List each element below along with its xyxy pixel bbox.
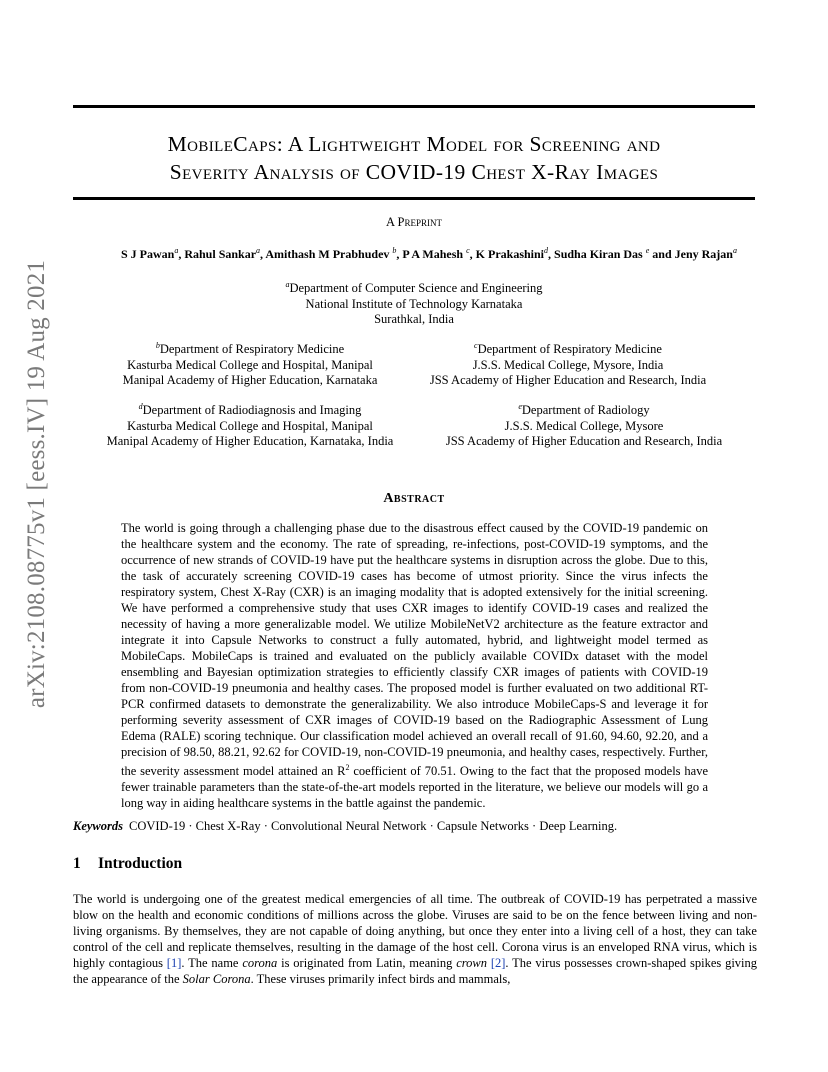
section-number: 1 (73, 855, 81, 872)
title-line-2b: COVID-19 (365, 160, 466, 184)
affiliation-a (0, 277, 828, 328)
title-line-2c: Chest X-Ray Images (465, 160, 659, 184)
intro-text: . The name (181, 956, 243, 970)
author-name: Sudha Kiran Das (554, 247, 646, 261)
affil-line: Manipal Academy of Higher Education, Karnataka (122, 373, 378, 388)
citation-link[interactable]: [ 1 ] (167, 956, 182, 970)
abstract-body (121, 520, 708, 811)
affil-line: Manipal Academy of Higher Education, Karnataka, India (106, 434, 394, 449)
title-rule-top (73, 105, 755, 108)
author-name: S J Pawan (121, 247, 175, 261)
citation-link[interactable]: [ 2 ] (491, 956, 506, 970)
author-separator: , (396, 247, 403, 261)
abstract-heading: Abstract (383, 491, 445, 506)
affil-mark: b (155, 341, 160, 350)
arxiv-stamp: arXiv:2108.08775v1 [eess.IV] 19 Aug 2021 (23, 259, 50, 709)
author-affil-mark: b (392, 246, 397, 255)
abstract-text-continued: coefficient of 70.51. Owing to the fact that the proposed models have fewer trainable parameters than the state-of-the-art models reported in the literature, we believe our models will go a long way in aiding healthcare systems in the battle against the pandemic. (121, 764, 708, 811)
intro-emphasis: crown (456, 956, 487, 970)
keywords-line (73, 819, 763, 834)
title-rule-bottom (73, 197, 755, 200)
author-affil-mark: a (174, 246, 179, 255)
affiliation-d (90, 399, 410, 450)
section-title: Introduction (98, 855, 183, 872)
author-affil-mark: e (645, 246, 650, 255)
affil-line: Department of Radiodiagnosis and Imaging (142, 403, 362, 418)
abstract-superscript: 2 (345, 763, 350, 772)
author-separator: , (548, 247, 555, 261)
title-line-1: MobileCaps: A Lightweight Model for Screening and (167, 132, 661, 156)
affil-line: National Institute of Technology Karnataka (305, 296, 523, 311)
affil-line: Department of Respiratory Medicine (477, 342, 662, 357)
paper-title (60, 130, 768, 186)
author-affil-mark: c (466, 246, 470, 255)
author-separator: , (260, 247, 266, 261)
author-affil-mark: a (732, 246, 737, 255)
affil-line: Department of Computer Science and Engineering (289, 281, 543, 296)
affil-line: Department of Respiratory Medicine (159, 342, 345, 357)
affil-line: JSS Academy of Higher Education and Research, India (429, 373, 707, 388)
affil-line: Kasturba Medical College and Hospital, Manipal (127, 357, 373, 372)
title-line-2a: Severity Analysis of (169, 160, 366, 184)
preprint-label: A Preprint (386, 215, 442, 229)
intro-emphasis: corona (242, 956, 278, 970)
author-separator: , (178, 247, 185, 261)
author-affil-mark: a (256, 246, 261, 255)
affil-line: Kasturba Medical College and Hospital, Manipal (127, 418, 373, 433)
affiliation-e (428, 399, 740, 450)
affil-mark: d (138, 402, 143, 411)
affil-line: Department of Radiology (521, 403, 650, 418)
abstract-text: The world is going through a challenging phase due to the disastrous effect caused by the COVID-19 pandemic on the healthcare system and the economy. The rate of spreading, re-infections, post-COVID-19 symptoms, and the occurrence of new strands of COVID-19 have put the healthcare systems in disruption across the globe. Due to this, the task of accurately screening COVID-19 cases has become of utmost priority. Since the virus infects the respiratory system, Chest X-Ray (CXR) is an imaging modality that is adopted extensively for the initial screening. We have performed a comprehensive study that uses CXR images to identify COVID-19 cases and realized the necessity of having a more generalizable model. We utilize MobileNetV2 architecture as the feature extractor and integrate it into Capsule Networks to construct a fully automated, hybrid, and lightweight model termed as MobileCaps. MobileCaps is trained and evaluated on the publicly available COVIDx dataset with the model ensembling and Bayesian optimization strategies to efficiently classify CXR images of patients with COVID-19 from non-COVID-19 pneumonia and healthy cases. The proposed model is further evaluated on two additional RT-PCR confirmed datasets to demonstrate the generalizability. We also introduce MobileCaps-S and leverage it for performing severity assessment of CXR images of COVID-19 based on the Radiographic Assessment of Lung Edema (RALE) scoring technique. Our classification model achieved an overall recall of 91.60, 94.60, 92.20, and a precision of 98.50, 88.21, 92.62 for COVID-19, non-COVID-19 pneumonia, and healthy cases, respectively. Further, the severity assessment model attained an R (121, 521, 708, 779)
author-separator: and (649, 247, 675, 261)
author-separator: , (469, 247, 476, 261)
affil-line: JSS Academy of Higher Education and Research, India (445, 434, 723, 449)
title-line-2 (60, 158, 768, 186)
affil-line: Surathkal, India (374, 312, 454, 327)
keywords-label: Keywords (73, 819, 123, 833)
author-name: Rahul Sankar (184, 247, 257, 261)
intro-emphasis: Solar Corona (182, 972, 251, 986)
affil-mark: c (474, 341, 478, 350)
author-list (0, 246, 828, 262)
affil-mark: e (518, 402, 522, 411)
author-name: Jeny Rajan (674, 247, 733, 261)
section-heading (73, 855, 182, 873)
affil-line: J.S.S. Medical College, Mysore (504, 418, 664, 433)
intro-text: is originated from Latin, meaning (277, 956, 457, 970)
keywords-text: COVID-19 · Chest X-Ray · Convolutional Neural Network · Capsule Networks · Deep Learning. (129, 819, 618, 833)
affiliation-c (412, 338, 724, 389)
affil-line: J.S.S. Medical College, Mysore, India (472, 357, 664, 372)
intro-text: . The virus possesses crown-shaped spikes giving the appearance of the (73, 956, 758, 986)
affil-mark: a (285, 280, 290, 289)
author-name: Amithash M Prabhudev (265, 247, 393, 261)
intro-text: . These viruses primarily infect birds and mammals, (250, 972, 511, 986)
author-name: K Prakashini (475, 247, 545, 261)
author-affil-mark: d (544, 246, 549, 255)
intro-text: The world is undergoing one of the greatest medical emergencies of all time. The outbreak of COVID-19 has perpetrated a massive blow on the health and economic conditions of millions across the globe. Viruses are said to be on the fence between living and non-living organisms. By themselves, they are not capable of doing anything, but once they enter into a living cell of a host, they can take control of the cell and replicate themselves, resulting in the damage of the host cell. Corona virus is an enveloped RNA virus, which is highly contagious (73, 892, 757, 970)
affiliation-b (95, 338, 405, 389)
intro-paragraph (73, 891, 757, 987)
author-name: P A Mahesh (402, 247, 467, 261)
